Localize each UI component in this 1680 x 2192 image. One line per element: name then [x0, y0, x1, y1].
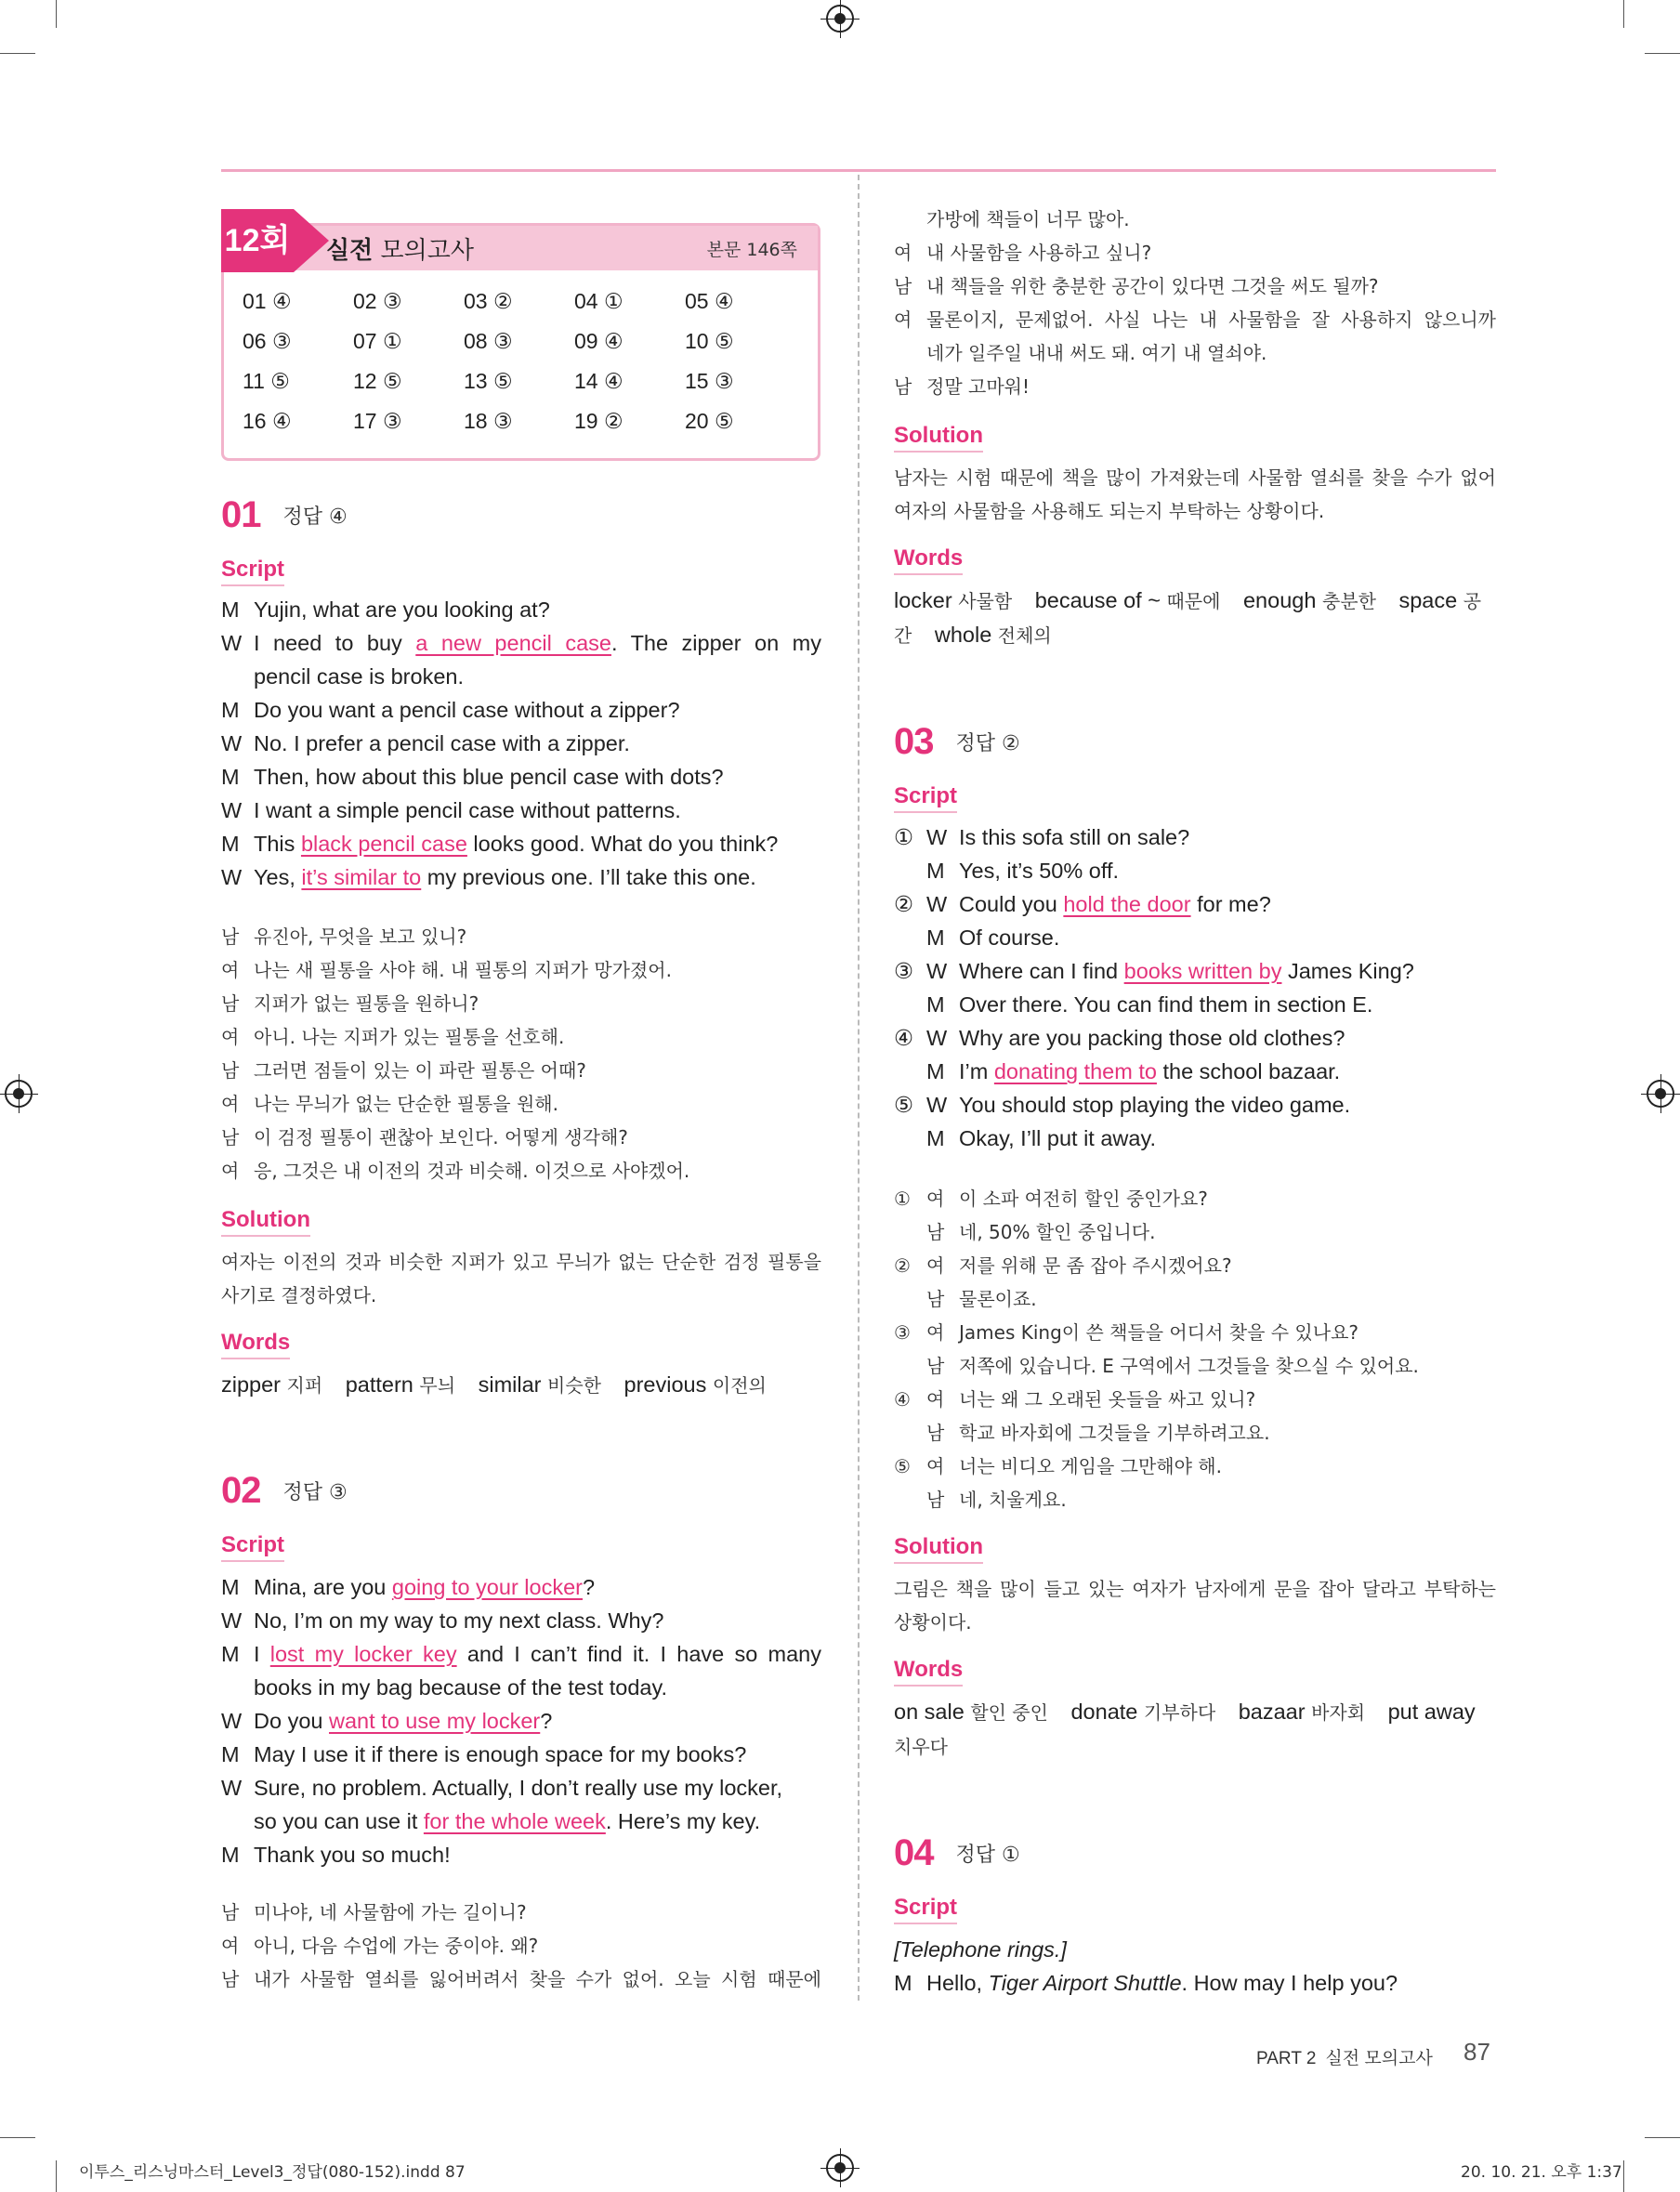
script-label: Script — [221, 556, 284, 586]
q01-words: zipper 지퍼 pattern 무늬 similar 비슷한 previous 이전의 — [221, 1372, 767, 1397]
answer-item: 12 ⑤ — [353, 369, 402, 393]
question-02-heading — [221, 1470, 348, 1512]
question-03-heading — [894, 721, 1020, 763]
q04-script — [894, 1933, 1496, 2000]
key-phrase: black pencil case — [300, 832, 467, 856]
crop-mark — [56, 2160, 57, 2192]
key-phrase: donating them to — [993, 1059, 1157, 1083]
print-slug-date: 20. 10. 21. 오후 1:37 — [1461, 2163, 1622, 2182]
script-line: M Then, how about this blue pencil case with dots? — [221, 765, 724, 789]
translation-line: ④ 여 너는 왜 그 오래된 옷들을 싸고 있니? — [894, 1388, 1256, 1411]
script-label: Script — [221, 1531, 284, 1562]
registration-mark-icon — [1647, 1080, 1674, 1108]
question-number: 04 — [894, 1832, 934, 1873]
print-slug-file: 이투스_리스닝마스터_Level3_정답(080-152).indd 87 — [79, 2163, 466, 2182]
answer-item: 09 ④ — [574, 329, 623, 353]
q03-script — [894, 820, 1496, 1155]
translation-line: 남 그러면 점들이 있는 이 파란 필통은 어때? — [221, 1059, 586, 1082]
top-rule — [221, 169, 1496, 172]
translation-line: 남 물론이죠. — [926, 1288, 1037, 1310]
translation-line: ② 여 저를 위해 문 좀 잡아 주시겠어요? — [894, 1254, 1232, 1277]
answer-item: 07 ① — [353, 329, 402, 353]
question-number: 02 — [221, 1470, 261, 1511]
question-01-heading — [221, 494, 348, 536]
column-divider — [858, 175, 860, 2001]
script-line: ④ W Why are you packing those old clothes? — [894, 1026, 1345, 1050]
q02-translation-start — [221, 1896, 821, 1996]
answer-key-title: 실전 모의고사 — [326, 237, 474, 265]
crop-mark — [1645, 2137, 1680, 2138]
q02-words: locker 사물함 because of ~ 때문에 enough 충분한 space 공간 whole 전체의 — [894, 588, 1482, 647]
answer-key-box — [221, 223, 820, 461]
q03-words: on sale 할인 중인 donate 기부하다 bazaar 바자회 put away 치우다 — [894, 1700, 1476, 1758]
q01-solution: 여자는 이전의 것과 비슷한 지퍼가 있고 무늬가 없는 단순한 검정 필통을 사기로 결정하였다. — [221, 1251, 821, 1306]
footer-part-label: PART 2 실전 모의고사 — [1256, 2049, 1433, 2068]
translation-line: 가방에 책들이 너무 많아. — [926, 208, 1130, 230]
answer-item: 19 ② — [574, 409, 623, 433]
key-phrase: hold the door — [1063, 892, 1191, 916]
key-phrase: for the whole week — [423, 1809, 606, 1833]
translation-line: 여 나는 무늬가 없는 단순한 필통을 원해. — [221, 1093, 558, 1115]
solution-label: Solution — [894, 422, 983, 453]
script-line: books in my bag because of the test today. — [254, 1675, 668, 1700]
q01-script — [221, 593, 821, 894]
answer-item: 13 ⑤ — [464, 369, 513, 393]
q01-translation — [221, 920, 821, 1188]
translation-line: 여 응, 그것은 내 이전의 것과 비슷해. 이것으로 사야겠어. — [221, 1160, 690, 1182]
correct-answer: 정답 ② — [955, 732, 1020, 755]
key-phrase: it’s similar to — [301, 865, 422, 889]
correct-answer: 정답 ③ — [282, 1481, 348, 1504]
answer-item: 18 ③ — [464, 409, 513, 433]
page-reference: 본문 146쪽 — [706, 240, 797, 260]
stage-direction: [Telephone rings.] — [894, 1937, 1067, 1962]
key-phrase: books written by — [1123, 959, 1282, 983]
script-line: M I lost my locker key and I can’t find it. I have so many — [221, 1642, 821, 1666]
script-line: M This black pencil case looks good. What do you think? — [221, 832, 779, 856]
q02-script — [221, 1570, 821, 1871]
script-line: W No, I’m on my way to my next class. Why? — [221, 1608, 664, 1633]
script-line: M May I use it if there is enough space for my books? — [221, 1742, 747, 1766]
script-line: M Over there. You can find them in section E. — [926, 992, 1373, 1017]
answer-item: 03 ② — [464, 289, 513, 313]
script-line: W I need to buy a new pencil case. The zipper on my — [221, 631, 822, 655]
key-phrase: going to your locker — [391, 1575, 583, 1599]
script-label: Script — [894, 1894, 957, 1924]
script-line: pencil case is broken. — [254, 664, 464, 689]
q03-translation — [894, 1182, 1496, 1516]
script-line: M Mina, are you going to your locker? — [221, 1575, 596, 1599]
answer-item: 11 ⑤ — [243, 369, 290, 393]
script-line: W Do you want to use my locker? — [221, 1709, 553, 1733]
q02-solution: 남자는 시험 때문에 책을 많이 가져왔는데 사물함 열쇠를 찾을 수가 없어 여자의 사물함을 사용해도 되는지 부탁하는 상황이다. — [894, 466, 1496, 522]
crop-mark — [0, 53, 35, 54]
translation-line: 여 내 사물함을 사용하고 싶니? — [894, 242, 1152, 264]
answer-item: 06 ③ — [243, 329, 292, 353]
key-phrase: a new pencil case — [415, 631, 611, 655]
question-number: 03 — [894, 721, 934, 762]
question-04-heading — [894, 1832, 1020, 1874]
answer-item: 08 ③ — [464, 329, 513, 353]
translation-line: 남 지퍼가 없는 필통을 원하니? — [221, 992, 479, 1015]
script-line: W No. I prefer a pencil case with a zipper. — [221, 731, 630, 755]
answer-item: 02 ③ — [353, 289, 402, 313]
q03-solution: 그림은 책을 많이 들고 있는 여자가 남자에게 문을 잡아 달라고 부탁하는 상황이다. — [894, 1578, 1496, 1634]
translation-line: 남 유진아, 무엇을 보고 있니? — [221, 925, 467, 948]
translation-line: 네가 일주일 내내 써도 돼. 여기 내 열쇠야. — [926, 342, 1267, 364]
script-line: ⑤ W You should stop playing the video game. — [894, 1093, 1351, 1117]
words-label: Words — [894, 545, 963, 575]
answer-item: 17 ③ — [353, 409, 402, 433]
q02-translation-cont — [894, 203, 1496, 403]
script-label: Script — [894, 782, 957, 813]
registration-mark-icon — [826, 2154, 854, 2182]
translation-line: 남 미나야, 네 사물함에 가는 길이니? — [221, 1901, 527, 1923]
words-label: Words — [894, 1656, 963, 1687]
script-line: M Thank you so much! — [221, 1843, 451, 1867]
script-line: M I’m donating them to the school bazaar. — [926, 1059, 1341, 1083]
script-line: W Sure, no problem. Actually, I don’t really use my locker, — [221, 1776, 783, 1800]
words-label: Words — [221, 1329, 290, 1359]
script-line: ③ W Where can I find books written by James King? — [894, 959, 1414, 983]
script-line: M Okay, I’ll put it away. — [926, 1126, 1157, 1150]
answer-item: 05 ④ — [685, 289, 734, 313]
answer-item: 01 ④ — [243, 289, 292, 313]
answer-item: 16 ④ — [243, 409, 292, 433]
crop-mark — [56, 0, 57, 28]
answer-key-header — [224, 223, 818, 270]
translation-line: 남 학교 바자회에 그것들을 기부하려고요. — [926, 1422, 1270, 1444]
answer-item: 14 ④ — [574, 369, 623, 393]
script-line: ② W Could you hold the door for me? — [894, 892, 1271, 916]
script-line: M Hello, Tiger Airport Shuttle. How may I help you? — [894, 1971, 1398, 1995]
translation-line: 남 정말 고마워! — [894, 375, 1030, 398]
badge-arrow — [294, 209, 329, 272]
answer-grid — [243, 289, 795, 434]
answer-item: 04 ① — [574, 289, 623, 313]
page-number: 87 — [1463, 2038, 1490, 2066]
script-line: W Yes, it’s similar to my previous one. I’ll take this one. — [221, 865, 756, 889]
registration-mark-icon — [5, 1080, 33, 1108]
translation-line: ⑤ 여 너는 비디오 게임을 그만해야 해. — [894, 1455, 1222, 1477]
translation-line: 여 아니, 다음 수업에 가는 중이야. 왜? — [221, 1935, 539, 1957]
script-line: W I want a simple pencil case without patterns. — [221, 798, 681, 822]
translation-line: 여 아니. 나는 지퍼가 있는 필통을 선호해. — [221, 1026, 565, 1048]
translation-line: ③ 여 James King이 쓴 책들을 어디서 찾을 수 있나요? — [894, 1321, 1359, 1344]
answer-item: 10 ⑤ — [685, 329, 734, 353]
correct-answer: 정답 ① — [955, 1844, 1020, 1867]
solution-label: Solution — [221, 1206, 310, 1237]
script-line: M Do you want a pencil case without a zipper? — [221, 698, 680, 722]
crop-mark — [0, 2137, 35, 2138]
translation-line: 남 내가 사물함 열쇠를 잃어버려서 찾을 수가 없어. 오늘 시험 때문에 — [221, 1968, 821, 1990]
crop-mark — [1623, 2160, 1624, 2192]
answer-item: 15 ③ — [685, 369, 734, 393]
script-line: ① W Is this sofa still on sale? — [894, 825, 1190, 849]
key-phrase: lost my locker key — [269, 1642, 457, 1666]
test-number-badge: 12회 — [221, 209, 294, 272]
script-line: M Yujin, what are you looking at? — [221, 597, 550, 622]
registration-mark-icon — [826, 5, 854, 33]
key-phrase: want to use my locker — [329, 1709, 541, 1733]
translation-line: 남 네, 치울게요. — [926, 1489, 1067, 1511]
correct-answer: 정답 ④ — [282, 505, 348, 529]
translation-line: 남 저쪽에 있습니다. E 구역에서 그것들을 찾으실 수 있어요. — [926, 1355, 1419, 1377]
answer-item: 20 ⑤ — [685, 409, 734, 433]
question-number: 01 — [221, 494, 261, 535]
solution-label: Solution — [894, 1533, 983, 1564]
translation-line: 남 이 검정 필통이 괜찮아 보인다. 어떻게 생각해? — [221, 1126, 628, 1149]
script-line: M Yes, it’s 50% off. — [926, 859, 1120, 883]
translation-line: 여 물론이지, 문제없어. 사실 나는 내 사물함을 잘 사용하지 않으니까 — [894, 308, 1496, 331]
translation-line: 남 내 책들을 위한 충분한 공간이 있다면 그것을 써도 될까? — [894, 275, 1379, 297]
crop-mark — [1623, 0, 1624, 28]
translation-line: 여 나는 새 필통을 사야 해. 내 필통의 지퍼가 망가졌어. — [221, 959, 672, 981]
translation-line: 남 네, 50% 할인 중입니다. — [926, 1221, 1156, 1243]
script-line: M Of course. — [926, 925, 1060, 950]
crop-mark — [1645, 53, 1680, 54]
translation-line: ① 여 이 소파 여전히 할인 중인가요? — [894, 1188, 1208, 1210]
script-line: so you can use it for the whole week. Here’s my key. — [254, 1809, 761, 1833]
